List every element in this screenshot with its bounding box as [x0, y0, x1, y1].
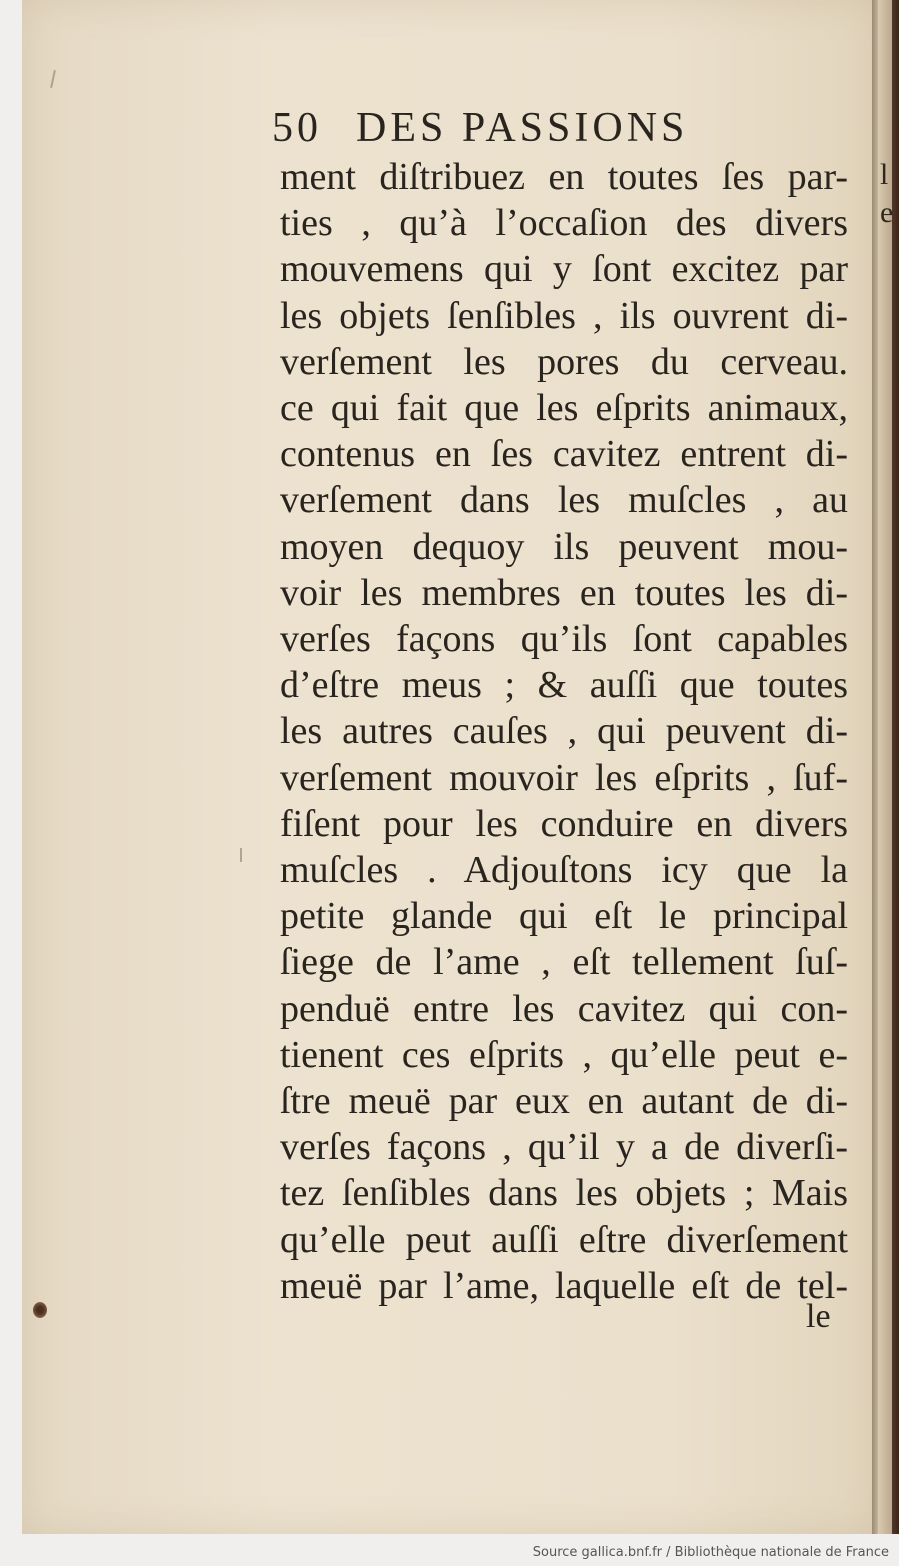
text-line: verſement les pores du cerveau.: [280, 340, 848, 383]
edge-glyph: l: [880, 158, 889, 191]
text-line: voir les membres en toutes les di-: [280, 571, 848, 614]
text-line: tienent ces eſprits , qu’elle peut e-: [280, 1033, 848, 1076]
speck: [240, 848, 242, 862]
text-line: mouvemens qui y ſont excitez par: [280, 248, 848, 291]
text-line: moyen dequoy ils peuvent mou-: [280, 525, 848, 568]
running-header: [272, 104, 752, 160]
text-line: penduë entre les cavitez qui con-: [280, 987, 848, 1030]
text-line: ſiege de l’ame , eſt tellement ſuſ-: [280, 941, 848, 984]
text-line: verſement dans les muſcles , au: [280, 479, 848, 522]
text-line: ſtre meuë par eux en autant de di-: [280, 1080, 848, 1123]
text-line: tez ſenſibles dans les objets ; Mais: [280, 1172, 848, 1215]
text-line: muſcles . Adjouſtons icy que la: [280, 849, 848, 892]
text-line: fiſent pour les conduire en divers: [280, 802, 848, 845]
text-line: contenus en ſes cavitez entrent di-: [280, 433, 848, 476]
text-line: petite glande qui eſt le principal: [280, 895, 848, 938]
text-line: meuë par l’ame, laquelle eſt de tel-: [280, 1264, 848, 1307]
text-line: les objets ſenſibles , ils ouvrent di-: [280, 294, 848, 337]
text-line: ties , qu’à l’occaſion des divers: [280, 202, 848, 245]
catchword: le: [806, 1298, 831, 1335]
text-line: verſement mouvoir les eſprits , ſuf-: [280, 756, 848, 799]
body-text: [280, 154, 848, 1309]
text-line: ment diſtribuez en toutes ſes par-: [280, 156, 848, 198]
text-line: qu’elle peut auſſi eſtre diverſement: [280, 1218, 848, 1261]
text-line: ce qui fait que les eſprits animaux,: [280, 387, 848, 430]
next-page-sliver: [878, 0, 892, 1534]
running-title: DES PASSIONS: [356, 105, 689, 151]
text-line: verſes façons qu’ils ſont capables: [280, 618, 848, 661]
text-line: verſes façons , qu’il y a de diverſi-: [280, 1126, 848, 1169]
edge-glyph: e: [880, 196, 894, 229]
text-line: d’eſtre meus ; & auſſi que toutes: [280, 664, 848, 707]
text-line: les autres cauſes , qui peuvent di-: [280, 710, 848, 753]
source-credit: Source gallica.bnf.fr / Bibliothèque nationale de France: [532, 1545, 889, 1560]
page-number: 50: [272, 105, 322, 151]
ink-stain: [33, 1302, 47, 1318]
